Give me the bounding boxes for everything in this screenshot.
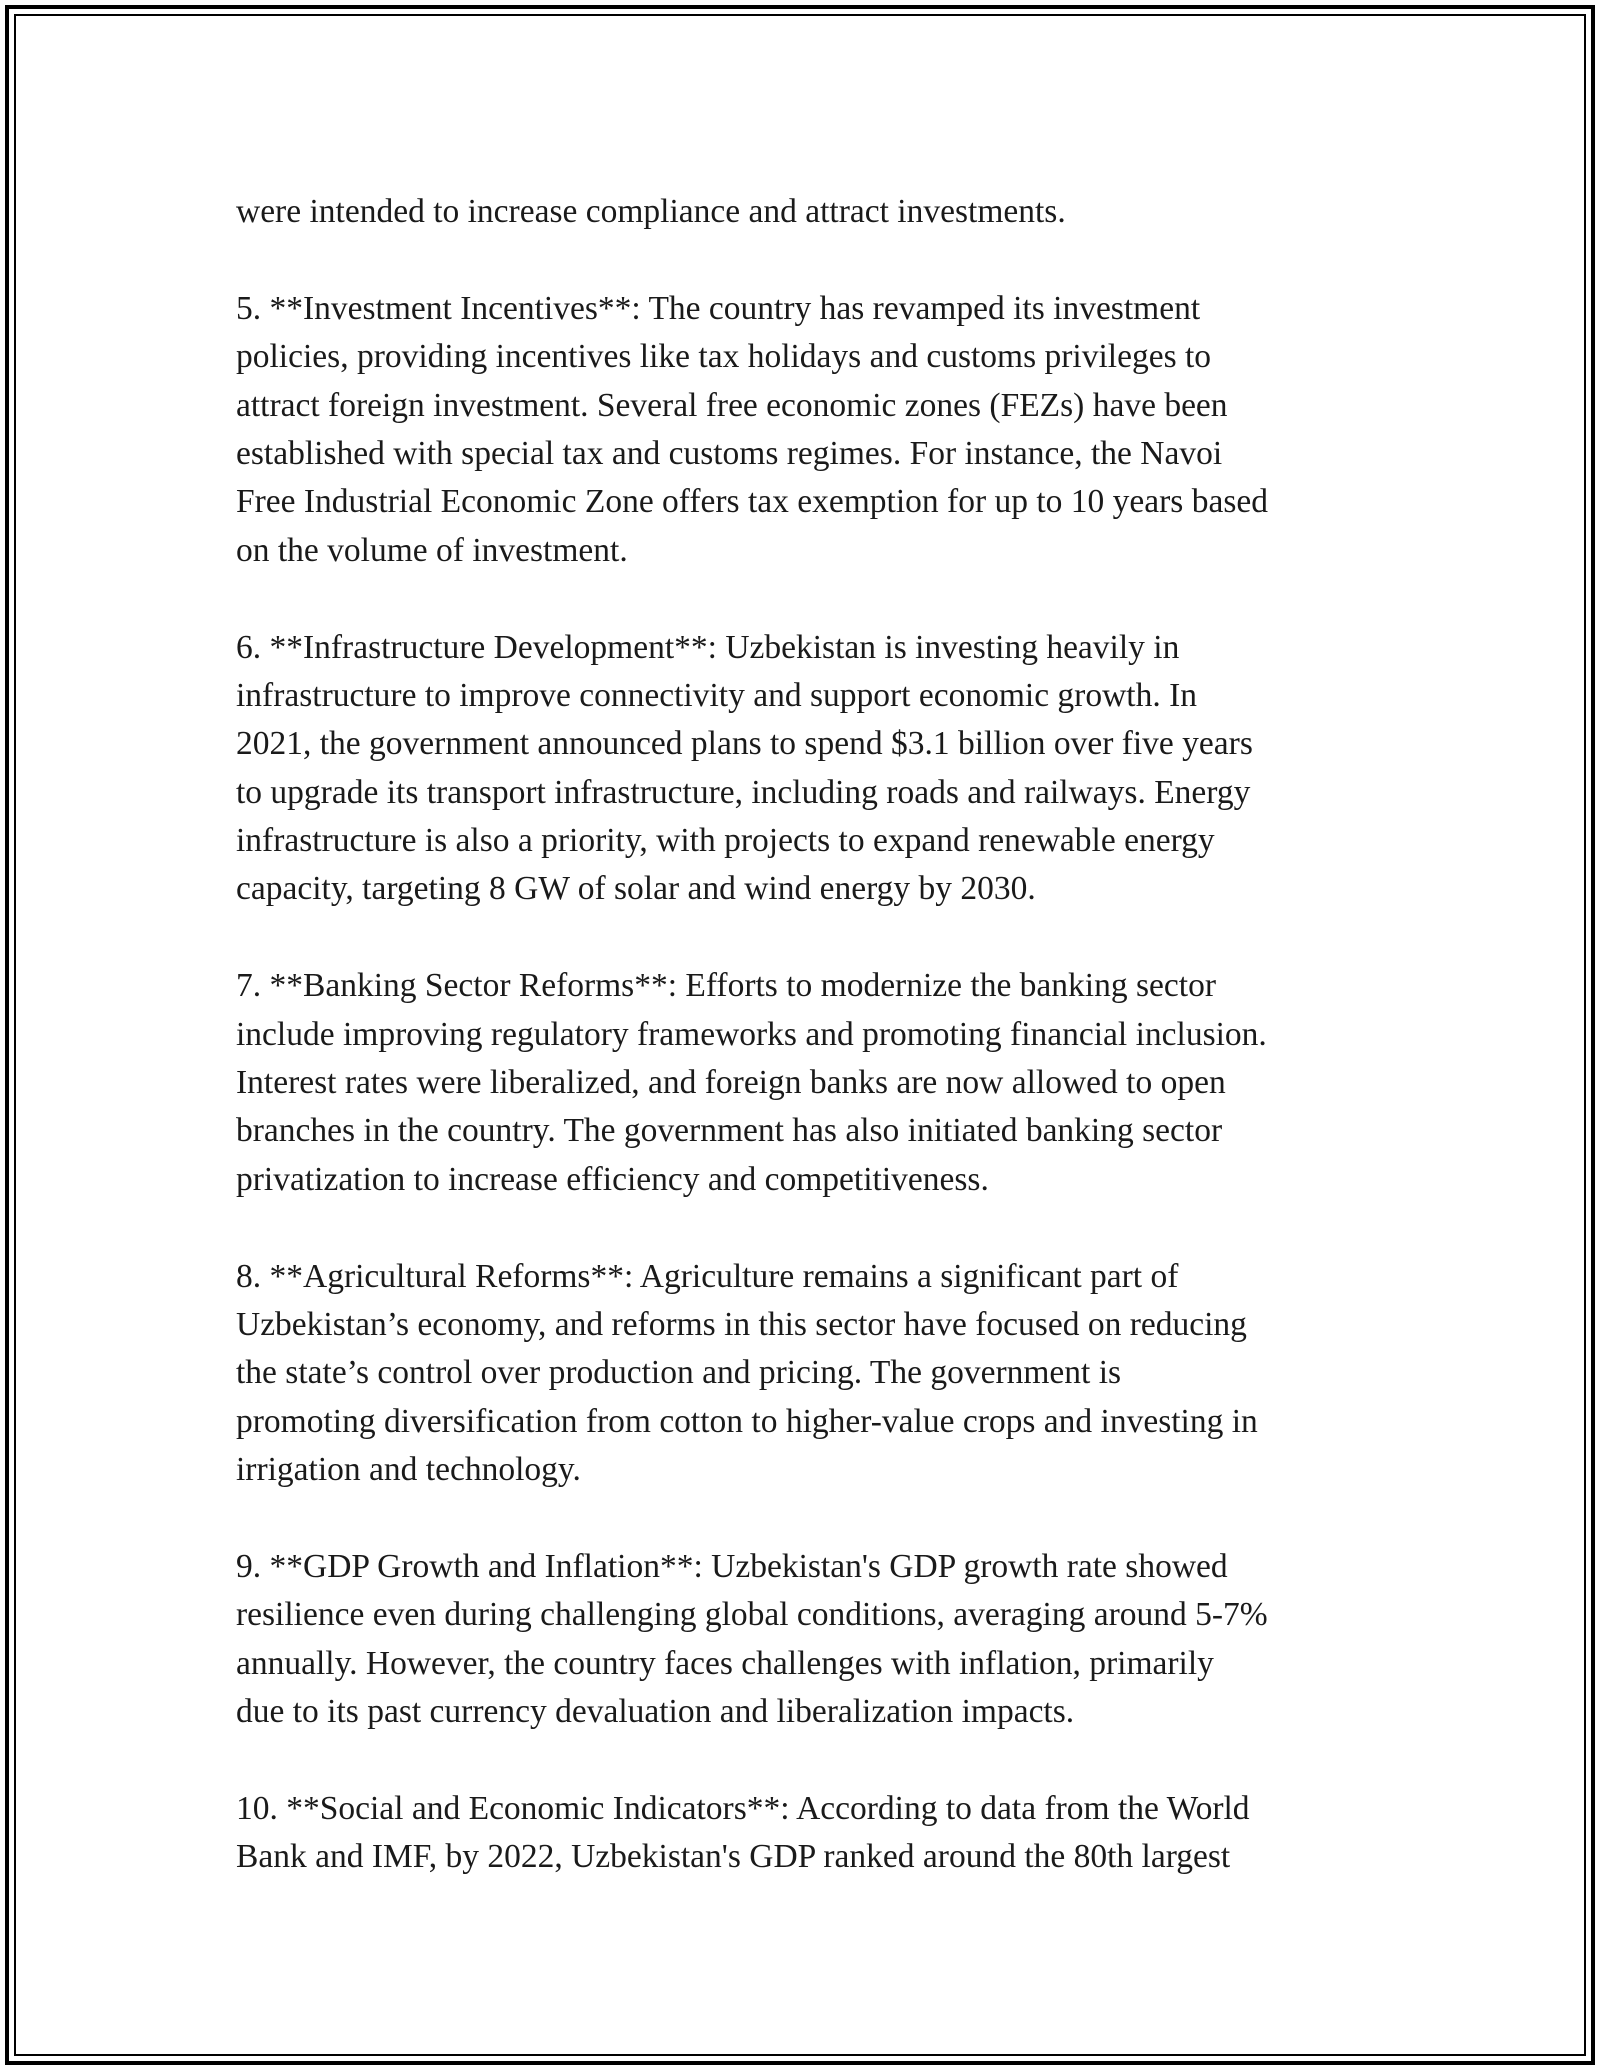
- text-line: policies, providing incentives like tax holidays and customs privileges to: [236, 338, 1212, 376]
- text-line: the state’s control over production and pricing. The government is: [236, 1354, 1122, 1392]
- paragraph-social-economic-indicators: [236, 1785, 1386, 1882]
- text-line: capacity, targeting 8 GW of solar and wind energy by 2030.: [236, 870, 1036, 908]
- text-line: privatization to increase efficiency and competitiveness.: [236, 1160, 989, 1198]
- text-line: Interest rates were liberalized, and foreign banks are now allowed to open: [236, 1064, 1226, 1102]
- text-line: to upgrade its transport infrastructure, including roads and railways. Energy: [236, 773, 1251, 811]
- text-line: 10. **Social and Economic Indicators**: According to data from the World: [236, 1789, 1250, 1827]
- paragraph-continuation: [236, 188, 1386, 236]
- paragraph-infrastructure-development: [236, 624, 1386, 914]
- text-line: on the volume of investment.: [236, 531, 628, 569]
- text-line: were intended to increase compliance and attract investments.: [236, 193, 1066, 230]
- paragraph-investment-incentives: [236, 285, 1386, 575]
- text-line: Free Industrial Economic Zone offers tax exemption for up to 10 years based: [236, 483, 1268, 521]
- text-line: due to its past currency devaluation and liberalization impacts.: [236, 1693, 1075, 1731]
- text-line: Uzbekistan’s economy, and reforms in this sector have focused on reducing: [236, 1305, 1247, 1343]
- text-line: established with special tax and customs regimes. For instance, the Navoi: [236, 434, 1223, 472]
- text-line: branches in the country. The government has also initiated banking sector: [236, 1112, 1223, 1150]
- paragraph-banking-sector-reforms: [236, 962, 1386, 1204]
- text-line: annually. However, the country faces challenges with inflation, primarily: [236, 1644, 1214, 1682]
- paragraph-gdp-growth-inflation: [236, 1543, 1386, 1737]
- text-line: 9. **GDP Growth and Inflation**: Uzbekistan's GDP growth rate showed: [236, 1547, 1228, 1585]
- text-line: 2021, the government announced plans to spend $3.1 billion over five years: [236, 725, 1253, 763]
- text-line: attract foreign investment. Several free economic zones (FEZs) have been: [236, 386, 1228, 424]
- text-line: promoting diversification from cotton to higher-value crops and investing in: [236, 1402, 1258, 1440]
- text-line: infrastructure to improve connectivity and support economic growth. In: [236, 676, 1197, 714]
- text-line: 8. **Agricultural Reforms**: Agriculture remains a significant part of: [236, 1257, 1179, 1295]
- text-line: 6. **Infrastructure Development**: Uzbekistan is investing heavily in: [236, 628, 1180, 666]
- text-line: irrigation and technology.: [236, 1451, 581, 1489]
- text-line: include improving regulatory frameworks and promoting financial inclusion.: [236, 1015, 1267, 1053]
- paragraph-agricultural-reforms: [236, 1253, 1386, 1495]
- document-body: [236, 188, 1386, 1882]
- text-line: resilience even during challenging global conditions, averaging around 5-7%: [236, 1596, 1268, 1634]
- text-line: 7. **Banking Sector Reforms**: Efforts to modernize the banking sector: [236, 967, 1216, 1005]
- text-line: infrastructure is also a priority, with projects to expand renewable energy: [236, 822, 1215, 860]
- text-line: 5. **Investment Incentives**: The country has revamped its investment: [236, 289, 1201, 327]
- text-line: Bank and IMF, by 2022, Uzbekistan's GDP ranked around the 80th largest: [236, 1838, 1231, 1876]
